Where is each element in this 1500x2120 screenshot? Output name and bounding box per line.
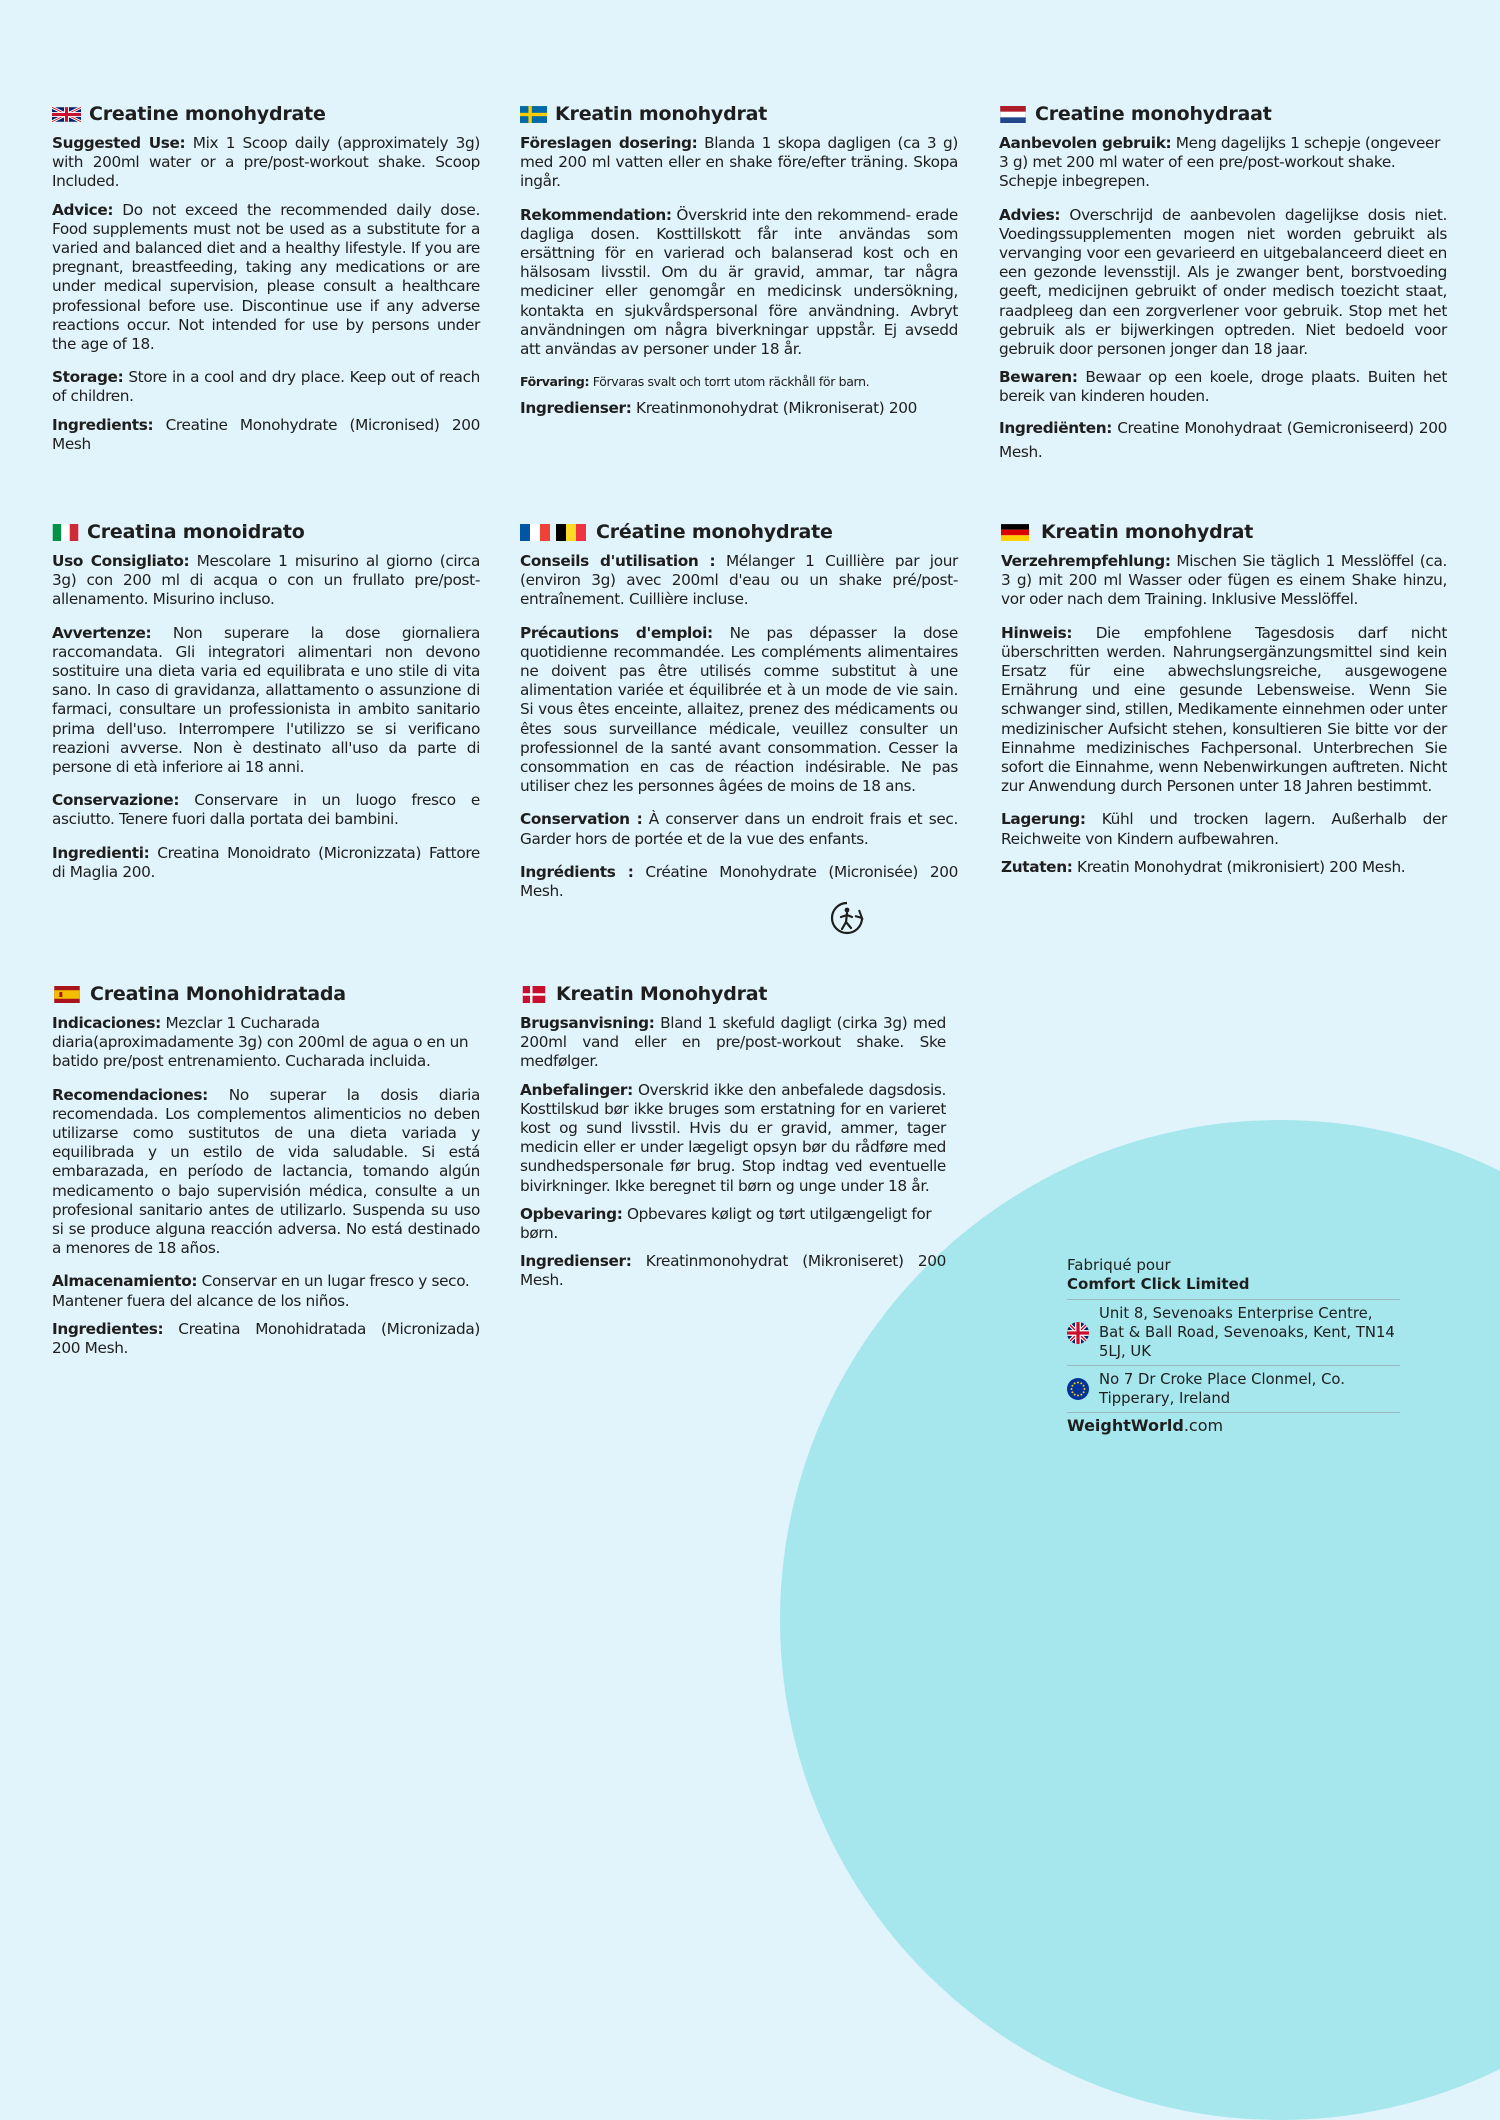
section-header (1001, 520, 1447, 544)
section-title: Creatine monohydrate (89, 103, 326, 125)
advice-paragraph: Avvertenze: Non superare la dose giornaliera raccomandata. Gli integratori alimentari non devono sostituire una dieta varia ed equilibrata e uno stile di vita sano. In caso di gravidanza, allattamento o assunzione di farmaci, consultare un professionista in ambito sanitario prima dell'uso. Interrompere l'utilizzo se si verificano reazioni avverse. Non è destinato all'uso da parte di persone di età inferiore ai 18 anni. (52, 623, 480, 777)
section-spanish (52, 982, 480, 1367)
storage-paragraph: Bewaren: Bewaar op een koele, droge plaats. Buiten het bereik van kinderen houden. (999, 368, 1447, 406)
section-dutch (999, 102, 1447, 473)
uk-address: Unit 8, Sevenoaks Enterprise Centre, Bat & Ball Road, Sevenoaks, Kent, TN14 5LJ, UK (1099, 1305, 1395, 1360)
uk-flag-icon (52, 106, 81, 123)
ingredients-paragraph: Ingredienser: Kreatinmonohydrat (Mikroniserat) 200 (520, 399, 918, 418)
advice-paragraph: Advies: Overschrijd de aanbevolen dagelijkse dosis niet. Voedingssupplementen mogen niet worden gebruikt als vervanging voor een gevarieerd en uitgebalanceerd dieet en een gezonde levensstijl. Als je zwanger bent, borstvoeding geeft, medicijnen gebruikt of onder medisch toezicht staat, raadpleeg dan een zorgverlener voor gebruik. Stop met het gebruik als er bijwerkingen optreden. Niet bedoeld voor gebruik door personen jonger dan 18 jaar. (999, 205, 1447, 359)
website-link[interactable]: WeightWorld.com (1067, 1416, 1224, 1435)
section-danish (520, 982, 946, 1300)
germany-flag-icon (1001, 524, 1029, 541)
section-swedish (520, 102, 958, 427)
usage-paragraph: Föreslagen dosering: Blanda 1 skopa dagligen (ca 3 g) med 200 ml vatten eller en shake före/efter träning. Skopa ingår. (520, 134, 958, 191)
sweden-flag-icon (520, 106, 547, 123)
section-german (1001, 520, 1447, 886)
section-french (520, 520, 958, 910)
manufacturer-info (1067, 1256, 1400, 1439)
ingredients-paragraph: Ingredients: Creatine Monohydrate (Micronised) 200 Mesh (52, 415, 480, 453)
ingredients-paragraph: Ingredienser: Kreatinmonohydrat (Mikroniseret) 200 Mesh. (520, 1252, 946, 1290)
section-title: Kreatin monohydrat (1041, 521, 1254, 543)
eu-address-row (1067, 1365, 1400, 1412)
uk-address-row (1067, 1299, 1400, 1365)
advice-paragraph: Recomendaciones: No superar la dosis diaria recomendada. Los complementos alimenticios no deben utilizarse como sustitutos de una dieta variada y equilibrada y un estilo de vida saludable. Si está embarazada, en período de lactancia, tomando algún medicamento o bajo supervisión médica, consulte a un profesional sanitario antes de utilizarlo. Suspenda su uso si se produce alguna reacción adversa. No está destinado a menores de 18 años. (52, 1085, 480, 1258)
advice-paragraph: Hinweis: Die empfohlene Tagesdosis darf nicht überschritten werden. Nahrungsergänzungsmittel sind kein Ersatz für eine abwechslungsreiche, ausgewogene Ernährung und eine gesunde Lebensweise. Wenn Sie schwanger sind, stillen, Medikamente einnehmen oder unter medizinischer Aufsicht stehen, konsultieren Sie bitte vor der Einnahme medizinisches Fachpersonal. Unterbrechen Sie sofort die Einnahme, wenn Nebenwirkungen auftreten. Nicht zur Anwendung durch Personen unter 18 Jahren bestimmt. (1001, 623, 1447, 796)
advice-paragraph: Anbefalinger: Overskrid ikke den anbefalede dagsdosis. Kosttilskud bør ikke bruges som erstatning for en varieret kost og sund livsstil. Hvis du er gravid, ammer, tager medicin eller er under lægeligt opsyn bør du rådføre med sundhedspersonale før brug. Stop indtag ved eventuelle bivirkninger. Ikke beregnet til børn og unge under 18 år. (520, 1080, 946, 1195)
eu-address: No 7 Dr Croke Place Clonmel, Co. Tipperary, Ireland (1099, 1371, 1345, 1407)
made-for-label: Fabriqué pour (1067, 1256, 1171, 1274)
section-header (999, 102, 1447, 126)
usage-paragraph: Brugsanvisning: Bland 1 skefuld dagligt (cirka 3g) med 200ml vand eller en pre/post-workout shake. Ske medfølger. (520, 1014, 946, 1071)
denmark-flag-icon (520, 986, 548, 1003)
eu-round-flag-icon (1067, 1378, 1089, 1400)
france-belgium-flag-icon (520, 524, 588, 541)
usage-paragraph: Suggested Use: Mix 1 Scoop daily (approximately 3g) with 200ml water or a pre/post-workout shake. Scoop Included. (52, 134, 480, 191)
storage-paragraph: Lagerung: Kühl und trocken lagern. Außerhalb der Reichweite von Kindern aufbewahren. (1001, 810, 1447, 848)
company-name: Comfort Click Limited (1067, 1275, 1250, 1293)
triman-recycle-icon (829, 900, 865, 936)
usage-paragraph: Aanbevolen gebruik: Meng dagelijks 1 schepje (ongeveer 3 g) met 200 ml water of een pre/post-workout shake. Schepje inbegrepen. (999, 134, 1441, 191)
storage-paragraph: Conservation : À conserver dans un endroit frais et sec. Garder hors de portée et de la vue des enfants. (520, 810, 958, 848)
storage-paragraph: Storage: Store in a cool and dry place. Keep out of reach of children. (52, 368, 480, 406)
advice-paragraph: Advice: Do not exceed the recommended daily dose. Food supplements must not be used as a substitute for a varied and balanced diet and a healthy lifestyle. If you are pregnant, breastfeeding, taking any medications or are under medical supervision, please consult a healthcare professional before use. Discontinue use if any adverse reactions occur. Not intended for use by persons under the age of 18. (52, 200, 480, 354)
storage-paragraph: Almacenamiento: Conservar en un lugar fresco y seco. Mantener fuera del alcance de los niños. (52, 1272, 470, 1310)
section-header (520, 102, 958, 126)
ingredients-paragraph: Ingrediënten: Creatine Monohydraat (Gemicroniseerd) 200 Mesh. (999, 418, 1447, 461)
section-header (520, 982, 946, 1006)
website-row (1067, 1412, 1400, 1439)
section-header (520, 520, 958, 544)
section-header (52, 520, 480, 544)
section-title: Creatina Monohidratada (90, 983, 346, 1005)
ingredients-paragraph: Ingredientes: Creatina Monohidratada (Micronizada) 200 Mesh. (52, 1319, 480, 1358)
advice-paragraph: Rekommendation: Överskrid inte den rekommend- erade dagliga dosen. Kosttillskott får inte användas som ersättning för en varierad och balanserad kost och en hälsosam livsstil. Om du är gravid, ammar, tar några mediciner eller genomgår en medicinsk undersökning, kontakta en sjukvårdspersonal före användning. Avbryt användningen om några biverkningar uppstår. Ej avsedd att användas av personer under 18 år. (520, 205, 958, 359)
section-header (52, 102, 480, 126)
storage-paragraph: Opbevaring: Opbevares køligt og tørt utilgængeligt for børn. (520, 1204, 932, 1243)
section-title: Kreatin Monohydrat (556, 983, 768, 1005)
usage-paragraph: Verzehrempfehlung: Mischen Sie täglich 1 Messlöffel (ca. 3 g) mit 200 ml Wasser oder fügen es einem Shake hinzu, vor oder nach dem Training. Inklusive Messlöffel. (1001, 552, 1447, 609)
spain-flag-icon (52, 986, 82, 1003)
section-header (52, 982, 480, 1006)
netherlands-flag-icon (999, 106, 1027, 123)
section-title: Kreatin monohydrat (555, 103, 768, 125)
italy-flag-icon (52, 524, 79, 541)
ingredients-paragraph: Ingrédients : Créatine Monohydrate (Micronisée) 200 Mesh. (520, 862, 959, 901)
section-title: Créatine monohydrate (596, 521, 833, 543)
ingredients-paragraph: Ingredienti: Creatina Monoidrato (Micronizzata) Fattore di Maglia 200. (52, 843, 480, 881)
uk-round-flag-icon (1067, 1322, 1089, 1344)
storage-paragraph: Conservazione: Conservare in un luogo fresco e asciutto. Tenere fuori dalla portata dei bambini. (52, 791, 480, 829)
usage-paragraph: Conseils d'utilisation : Mélanger 1 Cuillière par jour (environ 3g) avec 200ml d'eau ou un shake pré/post-entraînement. Cuillière incluse. (520, 552, 958, 609)
usage-paragraph: Indicaciones: Mezclar 1 Cucharada diaria(aproximadamente 3g) con 200ml de agua o en un batido pre/post entrenamiento. Cucharada incluida. (52, 1014, 469, 1071)
ingredients-paragraph: Zutaten: Kreatin Monohydrat (mikronisiert) 200 Mesh. (1001, 857, 1406, 876)
section-english (52, 102, 480, 463)
storage-paragraph: Förvaring: Förvaras svalt och torrt utom räckhåll för barn. (520, 374, 870, 390)
usage-paragraph: Uso Consigliato: Mescolare 1 misurino al giorno (circa 3g) con 200 ml di acqua o con un frullato pre/post-allenamento. Misurino incluso. (52, 552, 480, 609)
section-title: Creatine monohydraat (1035, 103, 1272, 125)
section-title: Creatina monoidrato (87, 521, 305, 543)
section-italian (52, 520, 480, 891)
advice-paragraph: Précautions d'emploi: Ne pas dépasser la dose quotidienne recommandée. Les compléments alimentaires ne doivent pas être utilisés comme substitut à une alimentation variée et équilibrée et à un mode de vie sain. Si vous êtes enceinte, allaitez, prenez des médicaments ou êtes sous surveillance médicale, veuillez consulter un professionnel de la santé avant consommation. Cesser la consommation en cas de réaction indésirable. Ne pas utiliser chez les personnes âgées de moins de 18 ans. (520, 623, 958, 796)
